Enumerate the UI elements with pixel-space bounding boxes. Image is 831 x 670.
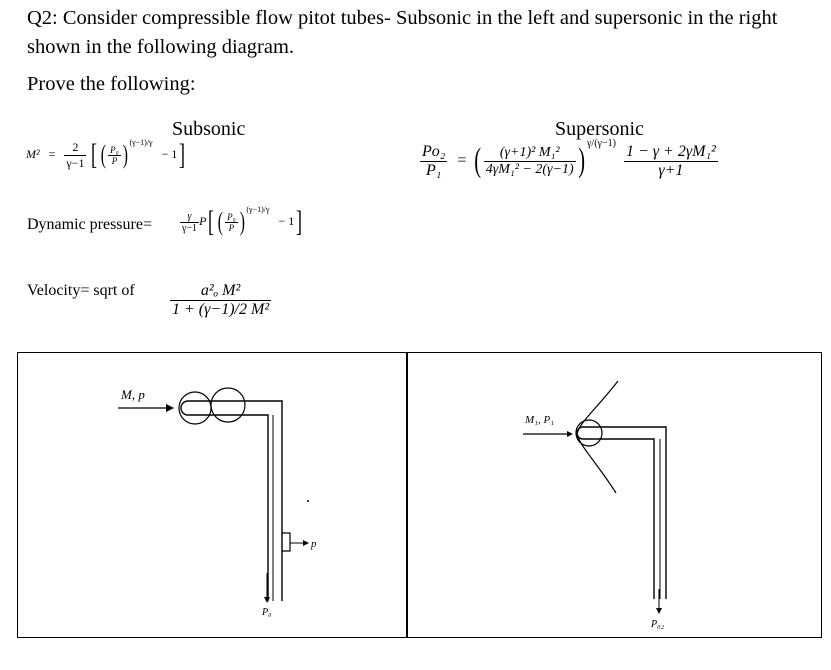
- sup-equals: =: [457, 151, 467, 169]
- mach-lhs: M²: [26, 146, 40, 161]
- right-bracket: ]: [179, 138, 186, 171]
- dyn-left-paren: (: [218, 207, 224, 236]
- dynamic-pressure-formula: [180, 205, 304, 239]
- po2-label: P₀₂: [651, 619, 665, 630]
- mach-frac-den: γ−1: [66, 155, 85, 170]
- left-paren: (: [101, 140, 107, 169]
- mach-ratio: [108, 145, 121, 166]
- left-bracket: [: [91, 138, 98, 171]
- vel-fraction: [170, 282, 271, 319]
- probe-circle: [576, 420, 602, 446]
- po2-arrowhead: [656, 608, 662, 614]
- stray-dot: [307, 500, 309, 502]
- tube-inner-wall: [188, 415, 268, 601]
- sup-lhs-num: Po₂: [422, 142, 446, 160]
- dyn-right-paren: ): [239, 207, 245, 236]
- static-arrowhead: [303, 540, 309, 546]
- mach-ratio-den: P: [111, 155, 118, 166]
- vel-frac-den: 1 + (γ−1)/2 M²: [172, 301, 270, 318]
- probe-inner-wall: [583, 439, 654, 599]
- subsonic-heading: Subsonic: [172, 118, 246, 140]
- tube-circle-right: [211, 388, 245, 422]
- vel-frac-num: a²ₒ M²: [170, 282, 271, 301]
- supersonic-diagram-panel: [406, 352, 822, 638]
- stag-label: P₀: [262, 607, 272, 618]
- dyn-frac-num: γ: [180, 211, 199, 223]
- velocity-formula: [170, 282, 271, 319]
- dyn-fraction: [180, 211, 199, 234]
- left-flow-label: M, p: [121, 387, 145, 402]
- dyn-minus-one: − 1: [278, 213, 295, 228]
- mach-frac-num: 2: [64, 140, 86, 156]
- mach-formula: [26, 138, 187, 172]
- question-text: Q2: Consider compressible flow pitot tubes- Subsonic in the left and supersonic in the right shown in the following diagram.: [27, 7, 778, 58]
- sup-right-paren: ): [577, 142, 585, 179]
- dyn-left-bracket: [: [208, 205, 215, 238]
- mach-exponent: (γ−1)/γ: [129, 137, 153, 147]
- sup-exponent: γ/(γ−1): [587, 138, 616, 150]
- right-flow-label: M₁, P₁: [525, 414, 555, 426]
- left-arrowhead: [166, 404, 174, 412]
- dyn-p: P: [199, 213, 207, 228]
- dyn-right-bracket: ]: [296, 205, 303, 238]
- sup-inner-den: 4γM₁² − 2(γ−1): [485, 161, 574, 177]
- sup-lhs-den: P₁: [426, 161, 442, 179]
- mach-minus-one: − 1: [161, 146, 178, 161]
- stag-arrowhead: [264, 597, 270, 603]
- sup-rhs-num: 1 − γ + 2γM₁²: [625, 142, 716, 160]
- prove-heading: Prove the following:: [27, 73, 196, 95]
- right-paren: ): [122, 140, 128, 169]
- supersonic-pitot-drawing: [407, 353, 823, 639]
- static-label: p: [311, 538, 317, 550]
- sup-rhs-den: γ+1: [658, 161, 684, 179]
- dyn-ratio-num: P₀: [227, 211, 236, 222]
- sup-inner-num: (γ+1)² M₁²: [484, 145, 576, 162]
- tube-circle-left: [179, 392, 211, 424]
- probe-nose: [577, 427, 583, 439]
- static-port: [282, 533, 290, 551]
- dyn-exponent: (γ−1)/γ: [246, 204, 270, 214]
- right-arrowhead: [567, 431, 573, 437]
- sup-left-paren: (: [474, 142, 482, 179]
- sup-rhs-fraction: [624, 143, 718, 180]
- subsonic-diagram-panel: [17, 352, 408, 638]
- subsonic-pitot-drawing: [18, 353, 409, 639]
- dyn-frac-den: γ−1: [182, 222, 198, 234]
- mach-ratio-num: P₀: [110, 144, 119, 155]
- sup-lhs-fraction: [420, 143, 447, 180]
- tube-nose: [181, 401, 188, 415]
- dyn-ratio: [225, 212, 238, 233]
- dynamic-pressure-label: Dynamic pressure=: [27, 216, 152, 233]
- shock-wave: [577, 381, 618, 493]
- sup-inner-fraction: [484, 145, 576, 178]
- velocity-label: Velocity= sqrt of: [27, 282, 135, 299]
- mach-equals: =: [48, 146, 56, 161]
- supersonic-formula: [420, 138, 718, 180]
- mach-fraction: [64, 140, 86, 171]
- dyn-ratio-den: P: [228, 222, 235, 233]
- supersonic-heading: Supersonic: [555, 118, 644, 140]
